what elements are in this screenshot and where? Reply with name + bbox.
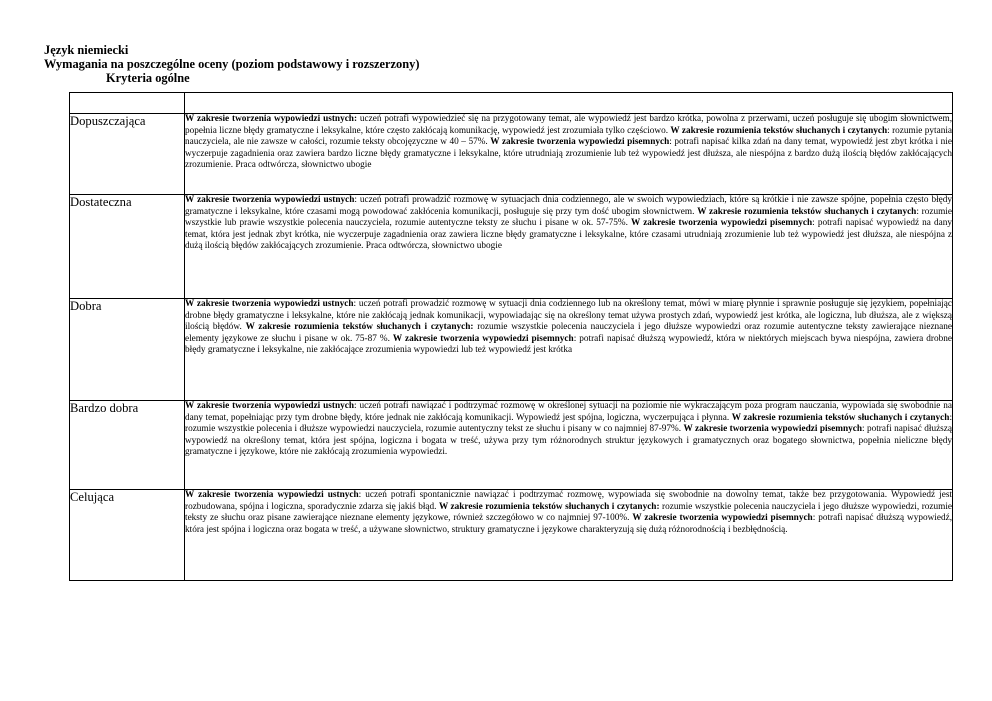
- table-row: [70, 114, 953, 195]
- table-row: [70, 299, 953, 401]
- criterion-heading: W zakresie tworzenia wypowiedzi pisemnych: [632, 513, 813, 524]
- criterion-text: : potrafi napisać dłuższą wypowiedź, która w niektórych miejscach bywa niespójna, zawiera drobne błędy gramatyczne i leksykalne, nie zakłócające zrozumienia wypowiedzi lub też wypowiedź jest krótka: [185, 333, 952, 356]
- grade-description: [185, 490, 953, 581]
- grade-description: [185, 299, 953, 401]
- criterion-text: : uczeń potrafi spontanicznie nawiązać i podtrzymać rozmowę, wypowiada się swobodnie na dowolny temat, także bez przygotowania. Wypowiedź jest rozbudowana, spójna i logiczna, sporadycznie zdarza się jakiś błąd.: [185, 490, 952, 512]
- criteria-table: [69, 92, 953, 581]
- criterion-text: : uczeń potrafi prowadzić rozmowę w sytuacji dnia codziennego lub na określony temat, mówi w miarę płynnie i sprawnie posługuje się językiem, popełniając drobne błędy gramatyczne i leksykalne, które nie zakłócają jednak komunikacji, wypowiadając się na określony temat używa prostych zdań, wypowiedź jest krótka, ale logiczna, lub dłuższa, ale z większą ilością błędów.: [185, 299, 952, 333]
- criterion-heading: W zakresie tworzenia wypowiedzi ustnych: [185, 299, 354, 309]
- criterion-heading: W zakresie tworzenia wypowiedzi pisemnych: [490, 137, 670, 148]
- criterion-text: : potrafi napisać wypowiedź na dany temat, która jest jednak zbyt krótka, nie wyczerpuje zagadnienia oraz zawiera liczne błędy gramatyczne i leksykalne, które czasami utrudniają zrozumienie lub też wypowiedź jest dłuższa, ale niespójna z dużą ilością błędów zakłócających zrozumienie. Praca odtwórcza, słownictwo ubogie: [185, 218, 952, 252]
- table-row: [70, 401, 953, 490]
- criterion-heading: W zakresie tworzenia wypowiedzi ustnych: [185, 490, 359, 500]
- grade-label: Dostateczna: [70, 195, 185, 299]
- criterion-heading: W zakresie tworzenia wypowiedzi pisemnych: [631, 218, 813, 229]
- criterion-text: : uczeń potrafi nawiązać i podtrzymać rozmowę w określonej sytuacji na poziomie nie wykraczającym poza program nauczania, wypowiada się swobodnie na dany temat, popełniając przy tym drobne błędy, które jednak nie zakłócają komunikacji. Wypowiedź jest spójna, logiczna, wyczerpująca i płynna.: [185, 401, 952, 423]
- grade-description: [185, 401, 953, 490]
- criterion-text: : rozumie wszystkie lub prawie wszystkie polecenia nauczyciela, rozumie autentyczne teksty ze słuchu i pisane w ok. 57-75%.: [185, 206, 952, 229]
- table-row: [70, 195, 953, 299]
- criterion-text: rozumie wszystkie polecenia nauczyciela i jego dłuższe wypowiedzi oraz rozumie autentyczne teksty zawierające nieznane elementy językowe ze słuchu i pisane w ok. 75-87 %.: [185, 322, 953, 344]
- header-cell-empty: [70, 93, 185, 114]
- section-title: Kryteria ogólne: [106, 71, 190, 85]
- subject-title: Język niemiecki: [44, 43, 129, 57]
- header-cell-empty: [185, 93, 953, 114]
- document-header: [44, 43, 419, 85]
- criterion-text: : potrafi napisać dłuższą wypowiedź na określony temat, która jest spójna, logiczna i bogata w treść, używa przy tym różnorodnych struktur językowych i gramatycznych oraz bogatego słownictwa, popełnia nieliczne błędy gramatyczne i językowe, które nie zakłócają zrozumienia wypowiedzi.: [185, 424, 952, 458]
- criterion-text: rozumie wszystkie polecenia nauczyciela i jego dłuższe wypowiedzi, rozumie teksty ze słuchu oraz pisane zawierające nieznane elementy językowe, również szczegółowo w co najmniej 97-100%.: [185, 501, 953, 524]
- criterion-heading: W zakresie tworzenia wypowiedzi ustnych:: [185, 114, 358, 124]
- grade-description: [185, 195, 953, 299]
- criterion-heading: W zakresie rozumienia tekstów słuchanych i czytanych:: [438, 501, 660, 512]
- table-header-row: [70, 93, 953, 114]
- criterion-heading: W zakresie rozumienia tekstów słuchanych i czytanych: [670, 125, 888, 136]
- criterion-text: : potrafi napisać kilka zdań na dany temat, wypowiedź jest zbyt krótka i nie wyczerpuje zagadnienia oraz zawiera bardzo liczne błędy gramatyczne i leksykalne, które utrudniają zrozumienie lub też wypowiedź jest dłuższa, ale niespójna z bardzo dużą ilością błędów zakłócających zrozumienie. Praca odtwórcza, słownictwo ubogie: [185, 137, 952, 171]
- grade-label: Celująca: [70, 490, 185, 581]
- criterion-heading: W zakresie tworzenia wypowiedzi pisemnych: [392, 333, 574, 344]
- document-title: Wymagania na poszczególne oceny (poziom podstawowy i rozszerzony): [44, 57, 420, 71]
- grade-label: Bardzo dobra: [70, 401, 185, 490]
- criterion-heading: W zakresie tworzenia wypowiedzi ustnych: [185, 401, 354, 411]
- grade-label: Dobra: [70, 299, 185, 401]
- criterion-text: : rozumie pytania nauczyciela, ale nie zawsze w całości, rozumie teksty obcojęzyczne w 40 – 57%.: [185, 125, 953, 148]
- criterion-heading: W zakresie tworzenia wypowiedzi ustnych: [185, 195, 355, 205]
- criterion-text: : potrafi napisać dłuższą wypowiedź, która jest spójna i logiczna oraz bogata w treść, a używane słownictwo, struktury gramatyczne i językowe charakteryzują się dużą różnorodnością i bezbłędnością.: [185, 513, 953, 535]
- criterion-text: uczeń potrafi wypowiedzieć się na przygotowany temat, ale wypowiedź jest bardzo krótka, powolna z przerwami, uczeń posługuje się ubogim słownictwem, popełnia liczne błędy gramatyczne i leksykalne, które często zakłócają komunikację, wypowiedź jest zrozumiała tylko częściowo.: [185, 114, 953, 136]
- criterion-heading: W zakresie rozumienia tekstów słuchanych i czytanych: [697, 206, 917, 217]
- criterion-text: : rozumie wszystkie polecenia i dłuższe wypowiedzi nauczyciela, rozumie autentyczny tekst ze słuchu i pisany w co najmniej 87-97%.: [185, 412, 953, 435]
- criterion-heading: W zakresie tworzenia wypowiedzi pisemnych: [683, 424, 862, 435]
- table-row: [70, 490, 953, 581]
- criterion-heading: W zakresie rozumienia tekstów słuchanych i czytanych:: [245, 322, 474, 333]
- criterion-text: : uczeń potrafi prowadzić rozmowę w sytuacjach dnia codziennego, ale w swoich wypowiedziach, które są krótkie i nie zawsze spójne, popełnia często błędy gramatyczne i leksykalne, które czasami mogą powodować zakłócenia komunikacji, posługuje się przy tym dość ubogim słownictwem.: [185, 195, 952, 217]
- grade-label: Dopuszczająca: [70, 114, 185, 195]
- criterion-heading: W zakresie rozumienia tekstów słuchanych i czytanych: [731, 412, 950, 423]
- grade-description: [185, 114, 953, 195]
